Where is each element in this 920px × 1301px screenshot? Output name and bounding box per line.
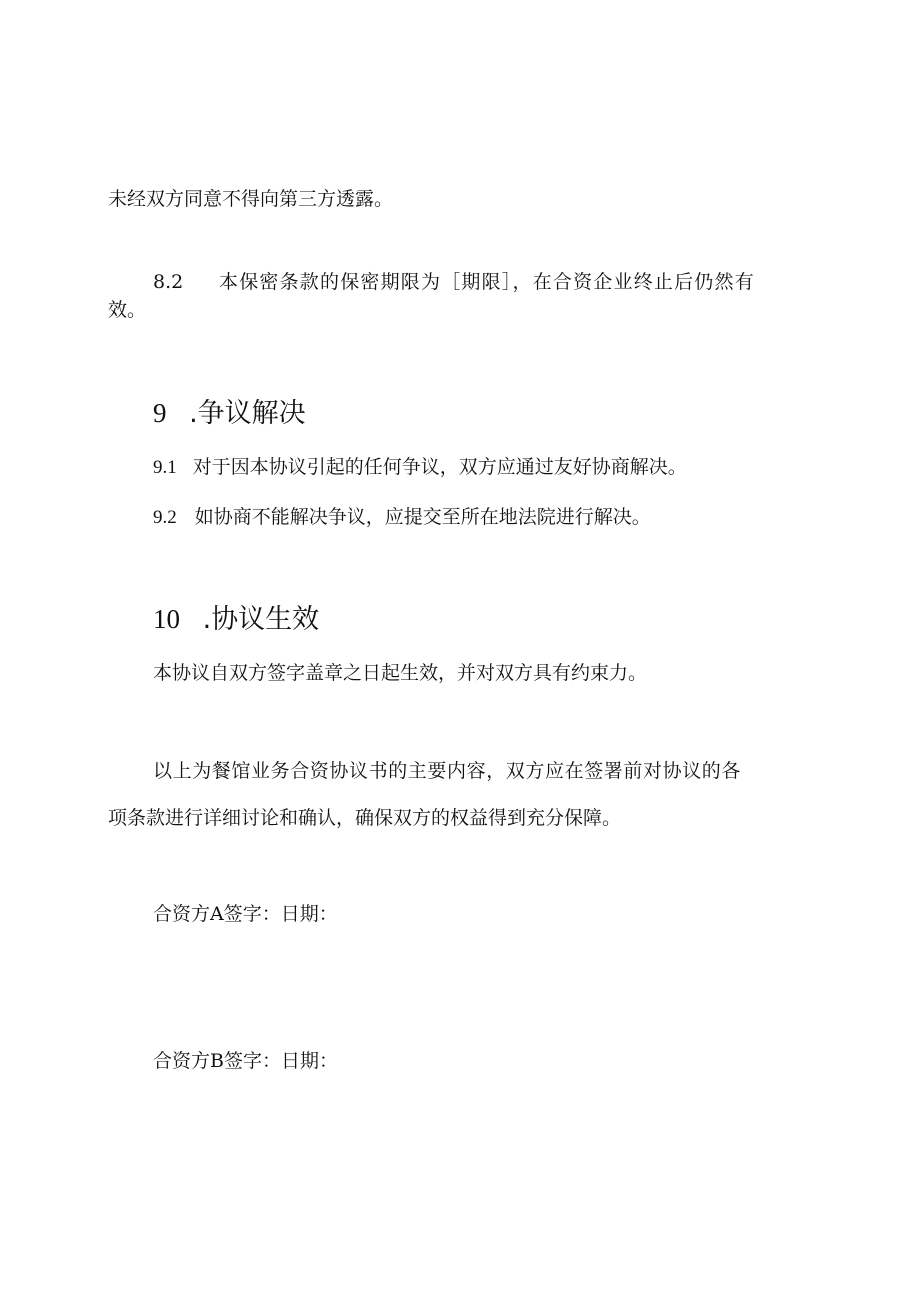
section-9-title: .争议解决 — [189, 398, 306, 429]
clause-8-2-number: 8.2 — [153, 271, 184, 293]
section-10-number: 10 — [153, 604, 180, 634]
clause-8-2-text-line2: 效。 — [108, 299, 147, 321]
signature-b-line: 合资方B签字：日期： — [153, 1050, 338, 1072]
section-10-title: .协议生效 — [202, 604, 320, 635]
clause-9-1-text: 对于因本协议引起的任何争议，双方应通过友好协商解决。 — [192, 456, 687, 478]
clause-9-2 — [153, 505, 651, 530]
closing-line2: 项条款进行详细讨论和确认，确保双方的权益得到充分保障。 — [108, 807, 622, 829]
closing-line1: 以上为餐馆业务合资协议书的主要内容，双方应在签署前对协议的各 — [153, 760, 742, 782]
clause-8-2-text-line1: 本保密条款的保密期限为［期限］，在合资企业终止后仍然有 — [219, 271, 755, 293]
clause-9-2-text: 如协商不能解决争议，应提交至所在地法院进行解决。 — [194, 506, 651, 528]
clause-9-2-number: 9.2 — [153, 507, 177, 528]
carryover-line: 未经双方同意不得向第三方透露。 — [108, 188, 394, 210]
signature-a-line: 合资方A签字：日期： — [153, 903, 338, 925]
section-9-heading — [153, 397, 306, 430]
clause-9-1-number: 9.1 — [153, 457, 177, 478]
section-9-number: 9 — [153, 398, 167, 428]
clause-9-1 — [153, 455, 687, 480]
section-10-body: 本协议自双方签字盖章之日起生效，并对双方具有约束力。 — [153, 662, 648, 684]
section-10-heading — [153, 603, 319, 636]
